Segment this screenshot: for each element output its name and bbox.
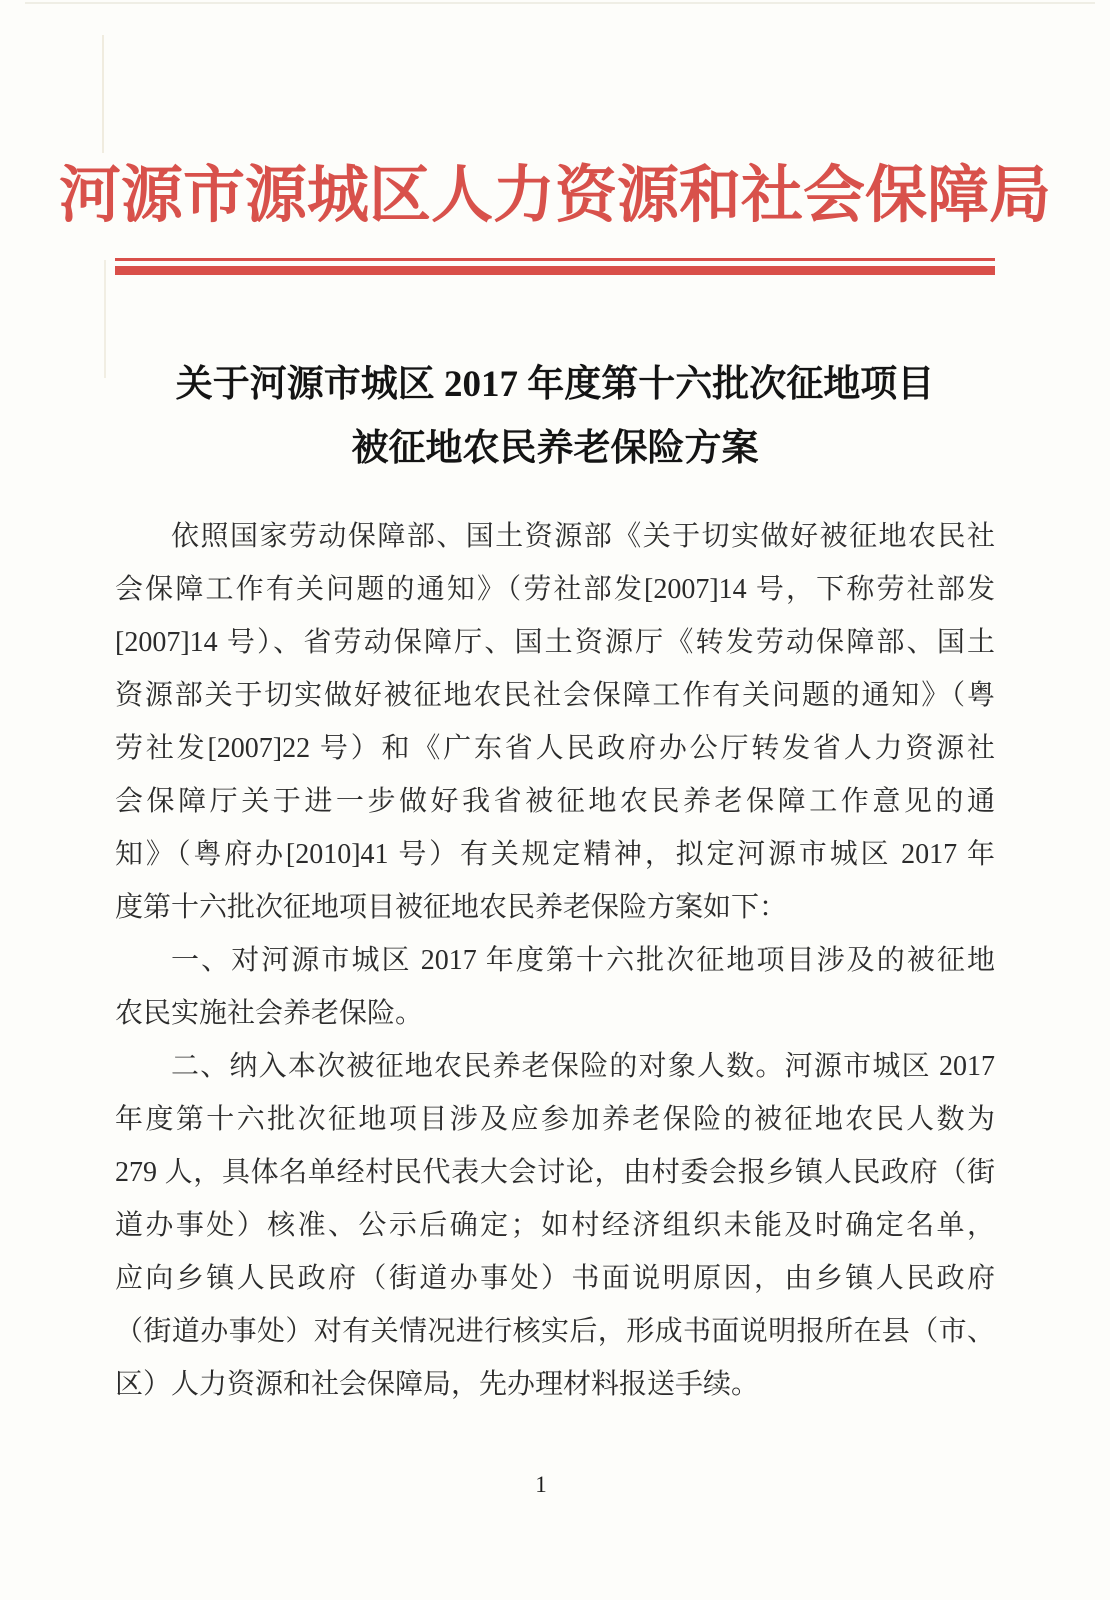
page-number: 1 [535, 1472, 547, 1497]
body-line: 农民实施社会养老保险。 [115, 998, 424, 1029]
red-divider-thick-line [115, 266, 995, 275]
red-divider-thin-line [115, 258, 995, 261]
body-line: [2007]14 号）、省劳动保障厅、国土资源厅《转发劳动保障部、国土 [115, 627, 995, 658]
body-line: 依照国家劳动保障部、国土资源部《关于切实做好被征地农民社 [171, 521, 995, 552]
body-paragraph [115, 510, 995, 934]
body-line: 年度第十六批次征地项目涉及应参加养老保险的被征地农民人数为 [115, 1104, 995, 1135]
document-body [115, 510, 995, 1411]
body-line: 劳社发[2007]22 号）和《广东省人民政府办公厅转发省人力资源社 [115, 733, 995, 764]
body-line: 279 人，具体名单经村民代表大会讨论，由村委会报乡镇人民政府（街 [115, 1157, 995, 1188]
document-title-line1: 关于河源市城区 2017 年度第十六批次征地项目 [175, 364, 935, 405]
document-title-line2: 被征地农民养老保险方案 [351, 428, 759, 469]
body-line: 度第十六批次征地项目被征地农民养老保险方案如下： [115, 892, 788, 923]
body-line: 一、对河源市城区 2017 年度第十六批次征地项目涉及的被征地 [171, 945, 995, 976]
body-line: 二、纳入本次被征地农民养老保险的对象人数。河源市城区 2017 [171, 1051, 995, 1082]
body-line: 区）人力资源和社会保障局，先办理材料报送手续。 [115, 1369, 760, 1400]
body-paragraph [115, 1040, 995, 1411]
scan-artifact-left [102, 35, 104, 153]
body-line: 应向乡镇人民政府（街道办事处）书面说明原因，由乡镇人民政府 [115, 1263, 995, 1294]
document-title [0, 353, 1110, 481]
body-line: 会保障厅关于进一步做好我省被征地农民养老保障工作意见的通 [115, 786, 995, 817]
body-paragraph [115, 934, 995, 1040]
red-divider [115, 258, 995, 275]
scan-artifact-top [25, 2, 1095, 4]
body-line: 资源部关于切实做好被征地农民社会保障工作有关问题的通知》（粤 [115, 680, 995, 711]
letterhead-title: 河源市源城区人力资源和社会保障局 [58, 162, 1051, 230]
body-line: 会保障工作有关问题的通知》（劳社部发[2007]14 号，下称劳社部发 [115, 574, 995, 605]
body-line: 道办事处）核准、公示后确定；如村经济组织未能及时确定名单， [115, 1210, 995, 1241]
body-line: 知》（粤府办[2010]41 号）有关规定精神，拟定河源市城区 2017 年 [115, 839, 995, 870]
body-line: （街道办事处）对有关情况进行核实后，形成书面说明报所在县（市、 [115, 1316, 995, 1347]
scan-artifact-left [104, 260, 106, 378]
